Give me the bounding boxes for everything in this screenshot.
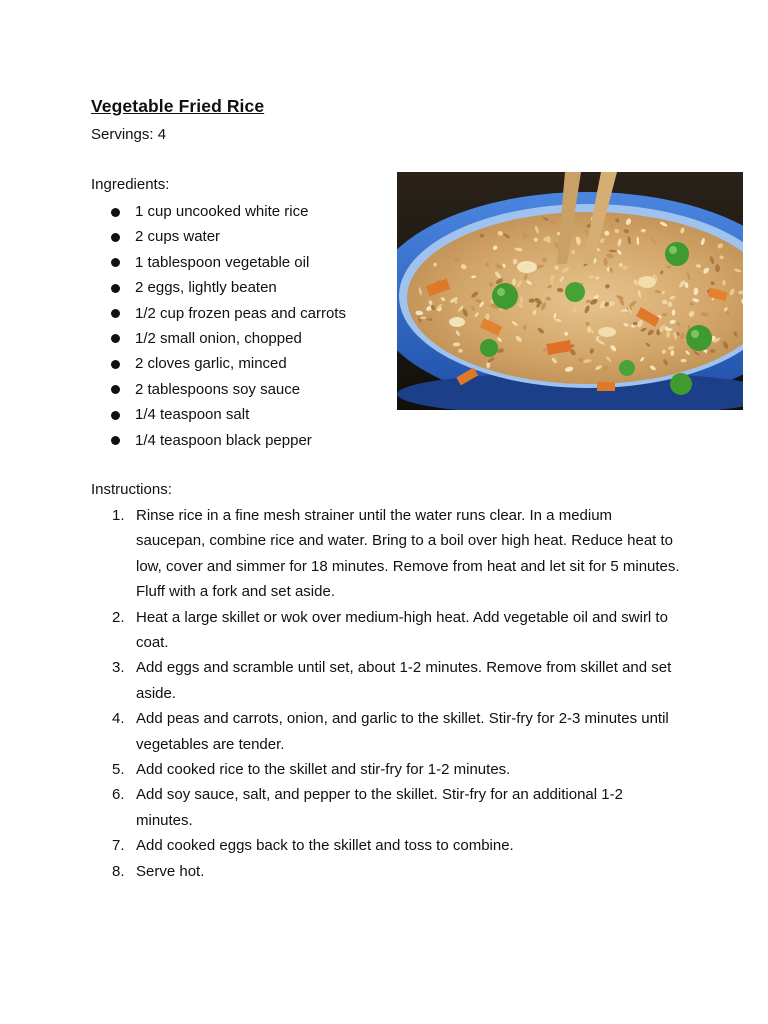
fried-rice-photo (397, 172, 743, 410)
instruction-step (91, 706, 691, 757)
ingredient-item (91, 351, 391, 376)
ingredient-item (91, 326, 391, 351)
instruction-step (91, 655, 691, 706)
step-text: Add peas and carrots, onion, and garlic to the skillet. Stir-fry for 2-3 minutes until vegetables are tender. (136, 710, 669, 753)
step-text: Add cooked rice to the skillet and stir-fry for 1-2 minutes. (136, 761, 511, 779)
ingredient-text: 1/2 cup frozen peas and carrots (135, 304, 346, 322)
step-text: Add soy sauce, salt, and pepper to the skillet. Stir-fry for an additional 1-2 minutes. (136, 786, 623, 829)
instruction-step (91, 859, 691, 884)
ingredient-text: 1 cup uncooked white rice (135, 203, 309, 220)
instruction-step (91, 605, 691, 656)
ingredient-item (91, 275, 391, 300)
instruction-step (91, 503, 691, 605)
step-number: 1. (112, 507, 125, 524)
bullet-icon (111, 436, 120, 445)
ingredient-text: 2 tablespoons soy sauce (135, 380, 301, 398)
ingredient-item (91, 199, 391, 224)
bullet-icon (111, 208, 120, 217)
ingredient-text: 1 tablespoon vegetable oil (135, 253, 310, 271)
step-number: 7. (112, 837, 125, 855)
ingredient-text: 1/4 teaspoon black pepper (135, 431, 312, 449)
step-number: 3. (112, 659, 125, 677)
bullet-icon (111, 334, 120, 343)
ingredient-text: 2 eggs, lightly beaten (135, 279, 277, 297)
instruction-step (91, 833, 691, 858)
step-text: Add eggs and scramble until set, about 1-2 minutes. Remove from skillet and set aside. (136, 659, 672, 702)
step-text: Serve hot. (136, 862, 205, 880)
step-number: 8. (112, 862, 125, 880)
bullet-icon (111, 258, 120, 267)
step-number: 6. (112, 786, 125, 804)
ingredients-list (91, 199, 391, 453)
ingredient-item (91, 224, 391, 249)
bullet-icon (111, 360, 120, 369)
step-text: Heat a large skillet or wok over medium-high heat. Add vegetable oil and swirl to coat. (136, 608, 668, 652)
step-number: 2. (112, 608, 125, 626)
bullet-icon (111, 385, 120, 394)
step-number: 5. (112, 761, 125, 779)
bullet-icon (111, 309, 120, 318)
ingredient-item (91, 428, 391, 453)
ingredient-item (91, 250, 391, 275)
instruction-step (91, 782, 691, 833)
instructions-heading: Instructions: (91, 481, 172, 498)
ingredient-text: 2 cups water (135, 228, 221, 246)
step-number: 4. (112, 710, 125, 728)
ingredient-item (91, 402, 391, 427)
ingredient-item (91, 377, 391, 402)
bullet-icon (111, 411, 120, 420)
ingredient-text: 1/2 small onion, chopped (135, 329, 302, 347)
step-text: Rinse rice in a fine mesh strainer until the water runs clear. In a medium saucepan, combine rice and water. Bring to a boil over high heat. Reduce heat to low, cover and simmer for 18 minutes. Remove from heat and let sit for 5 minutes. Fluff with a fork and set aside. (136, 507, 680, 601)
instruction-step (91, 757, 691, 782)
ingredient-item (91, 301, 391, 326)
fried-rice-photo-image (397, 172, 743, 410)
recipe-title: Vegetable Fried Rice (91, 96, 265, 116)
bullet-icon (111, 284, 120, 293)
ingredients-heading: Ingredients: (91, 176, 170, 193)
step-text: Add cooked eggs back to the skillet and toss to combine. (136, 837, 514, 855)
servings-line: Servings: 4 (91, 126, 167, 143)
bullet-icon (111, 233, 120, 242)
instructions-list (91, 503, 691, 884)
ingredient-text: 1/4 teaspoon salt (135, 406, 250, 424)
ingredient-text: 2 cloves garlic, minced (135, 355, 287, 373)
